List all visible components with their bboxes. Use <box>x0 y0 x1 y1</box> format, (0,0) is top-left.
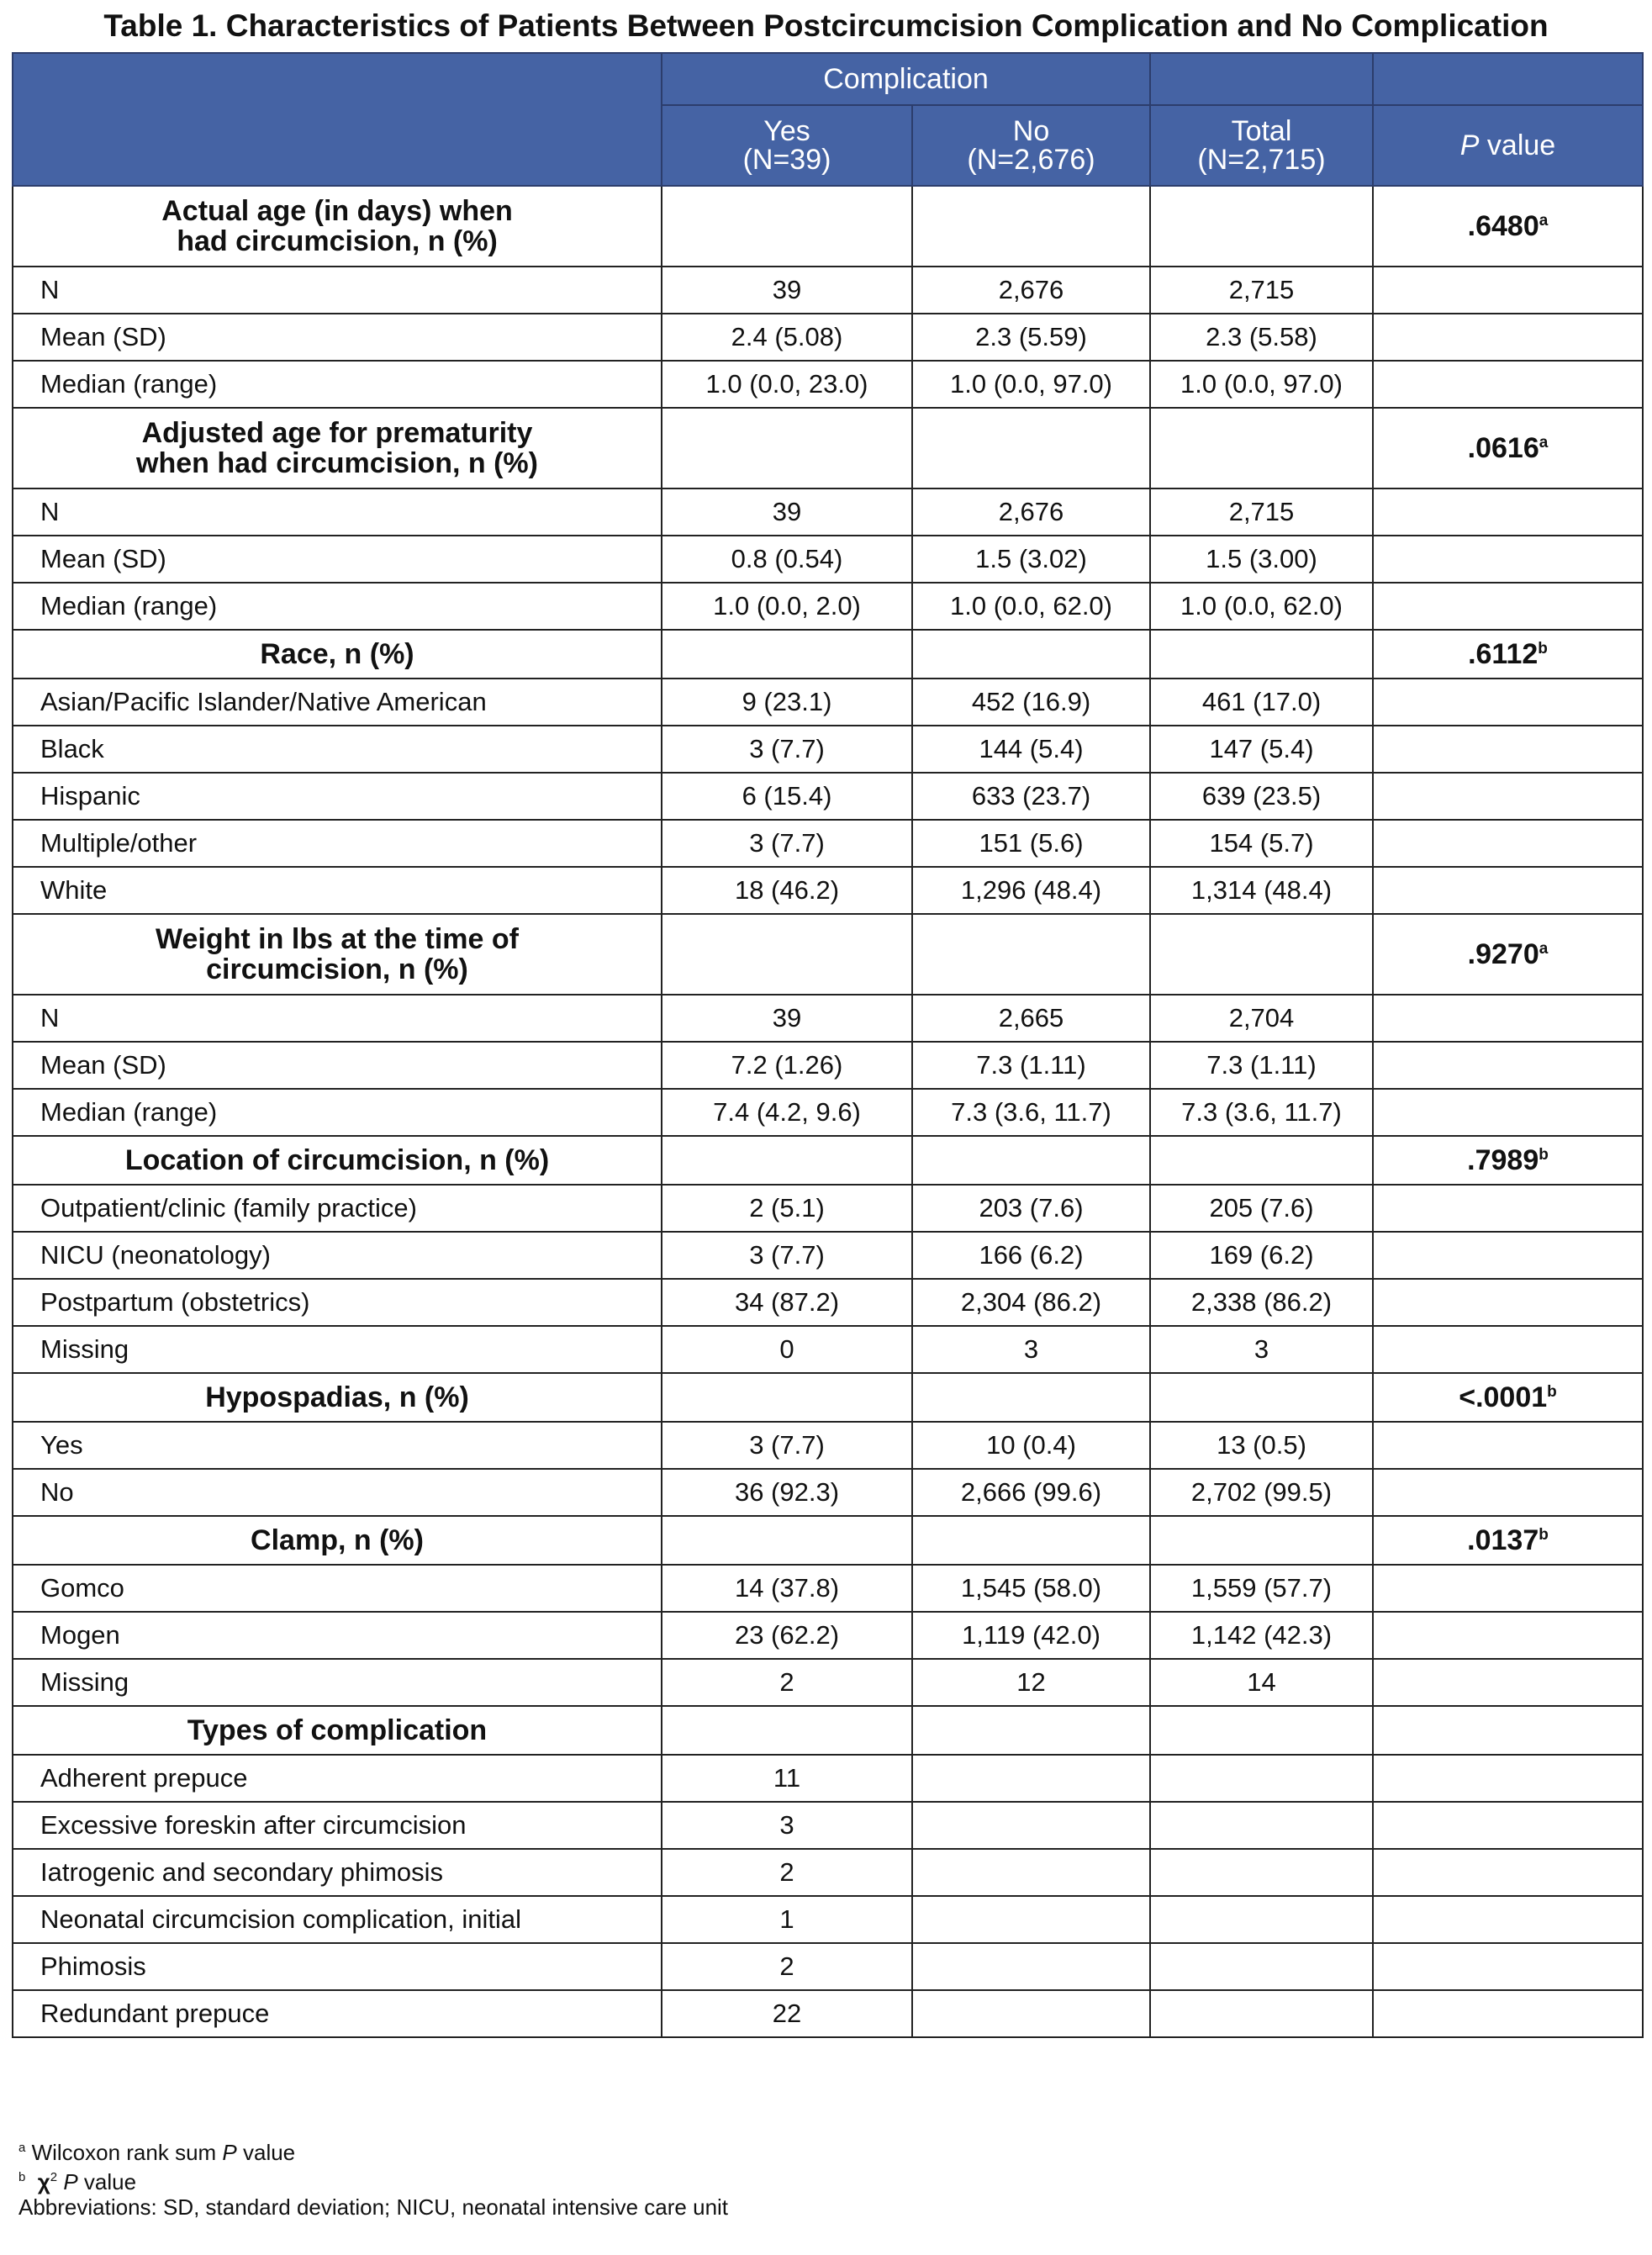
header-total-n: (N=2,715) <box>1197 144 1326 176</box>
cell-p-empty <box>1373 1849 1643 1896</box>
table-row <box>13 773 1643 820</box>
p-value-footnote-marker: b <box>1538 639 1548 657</box>
cell-total: 7.3 (1.11) <box>1150 1042 1373 1089</box>
group-label-line1: Actual age (in days) when <box>161 195 513 227</box>
p-value-footnote-marker: a <box>1539 939 1549 958</box>
cell-yes: 11 <box>662 1755 912 1802</box>
cell-total <box>1150 1802 1373 1849</box>
table-row <box>13 679 1643 726</box>
cell-no: 1,296 (48.4) <box>912 867 1150 914</box>
cell-p-empty <box>1373 1659 1643 1706</box>
cell-p-empty <box>1373 867 1643 914</box>
cell-yes: 39 <box>662 995 912 1042</box>
cell-yes: 34 (87.2) <box>662 1279 912 1326</box>
cell-no: 2,666 (99.6) <box>912 1469 1150 1516</box>
row-label: Gomco <box>13 1565 662 1612</box>
cell-no: 7.3 (1.11) <box>912 1042 1150 1089</box>
cell-total: 7.3 (3.6, 11.7) <box>1150 1089 1373 1136</box>
cell-total: 461 (17.0) <box>1150 679 1373 726</box>
row-label: Excessive foreskin after circumcision <box>13 1802 662 1849</box>
row-label: Phimosis <box>13 1943 662 1990</box>
cell-no: 1.5 (3.02) <box>912 536 1150 583</box>
cell-total: 1,142 (42.3) <box>1150 1612 1373 1659</box>
header-p-letter: P <box>1459 129 1480 161</box>
group-label-line1: Weight in lbs at the time of <box>156 923 519 955</box>
cell-total <box>1150 1849 1373 1896</box>
row-label: Yes <box>13 1422 662 1469</box>
cell-yes: 3 (7.7) <box>662 1422 912 1469</box>
cell-no: 1,545 (58.0) <box>912 1565 1150 1612</box>
cell-no <box>912 1943 1150 1990</box>
cell-yes: 3 <box>662 1802 912 1849</box>
header-blank-cell <box>13 53 662 186</box>
footnote-a <box>18 2136 728 2165</box>
cell-yes: 2 <box>662 1659 912 1706</box>
p-value: .0137 <box>1467 1524 1539 1556</box>
row-label: Adherent prepuce <box>13 1755 662 1802</box>
cell-yes: 7.4 (4.2, 9.6) <box>662 1089 912 1136</box>
table-row <box>13 1042 1643 1089</box>
group-label-cell <box>13 408 662 488</box>
cell-no <box>912 1849 1150 1896</box>
row-label: Mean (SD) <box>13 314 662 361</box>
group-label-line2: had circumcision, n (%) <box>177 225 498 257</box>
cell-total: 1.0 (0.0, 97.0) <box>1150 361 1373 408</box>
p-value-cell <box>1373 914 1643 995</box>
table-header <box>13 53 1643 186</box>
group-label-line1: Race, n (%) <box>260 638 414 670</box>
table-row <box>13 1943 1643 1990</box>
group-label-line2: when had circumcision, n (%) <box>136 447 538 479</box>
cell-no: 7.3 (3.6, 11.7) <box>912 1089 1150 1136</box>
empty-cell <box>662 408 912 488</box>
empty-cell <box>912 186 1150 267</box>
header-p-rest: value <box>1479 129 1556 161</box>
group-label-line1: Adjusted age for prematurity <box>141 417 533 449</box>
empty-cell <box>912 1373 1150 1422</box>
group-label-line2: circumcision, n (%) <box>206 953 468 985</box>
empty-cell <box>1150 914 1373 995</box>
group-label-cell <box>13 1136 662 1185</box>
cell-no: 1.0 (0.0, 97.0) <box>912 361 1150 408</box>
table-row <box>13 1326 1643 1373</box>
table-row <box>13 361 1643 408</box>
header-blank-total <box>1150 53 1373 105</box>
table-row <box>13 1802 1643 1849</box>
p-value-footnote-marker: b <box>1539 1525 1549 1544</box>
table-row <box>13 1279 1643 1326</box>
cell-no: 12 <box>912 1659 1150 1706</box>
empty-cell <box>662 914 912 995</box>
cell-total: 2,715 <box>1150 267 1373 314</box>
row-label: Postpartum (obstetrics) <box>13 1279 662 1326</box>
empty-cell <box>912 1516 1150 1565</box>
table-row <box>13 1565 1643 1612</box>
cell-total: 2,715 <box>1150 488 1373 536</box>
cell-no <box>912 1802 1150 1849</box>
characteristics-table <box>12 52 1644 2038</box>
cell-total <box>1150 1990 1373 2037</box>
table-row <box>13 995 1643 1042</box>
header-total-label: Total <box>1231 115 1292 147</box>
p-value: .9270 <box>1467 937 1539 970</box>
cell-no: 1,119 (42.0) <box>912 1612 1150 1659</box>
cell-yes: 0 <box>662 1326 912 1373</box>
group-label-cell <box>13 1706 662 1755</box>
table-row <box>13 1612 1643 1659</box>
cell-no: 144 (5.4) <box>912 726 1150 773</box>
row-label: Neonatal circumcision complication, initial <box>13 1896 662 1943</box>
cell-total <box>1150 1943 1373 1990</box>
row-label: Missing <box>13 1659 662 1706</box>
cell-yes: 9 (23.1) <box>662 679 912 726</box>
empty-cell <box>1150 630 1373 679</box>
row-label: White <box>13 867 662 914</box>
cell-no: 151 (5.6) <box>912 820 1150 867</box>
header-yes-label: Yes <box>763 115 810 147</box>
cell-yes: 39 <box>662 267 912 314</box>
group-label-line1: Hypospadias, n (%) <box>205 1381 469 1413</box>
cell-total: 3 <box>1150 1326 1373 1373</box>
header-yes-n: (N=39) <box>742 144 831 176</box>
cell-no <box>912 1990 1150 2037</box>
p-value-footnote-marker: a <box>1539 433 1549 452</box>
cell-p-empty <box>1373 1089 1643 1136</box>
cell-yes: 39 <box>662 488 912 536</box>
empty-cell <box>1150 186 1373 267</box>
empty-cell <box>662 186 912 267</box>
row-label: Outpatient/clinic (family practice) <box>13 1185 662 1232</box>
empty-cell <box>912 914 1150 995</box>
cell-p-empty <box>1373 1943 1643 1990</box>
footnote-a-p: P <box>222 2140 237 2165</box>
cell-total: 205 (7.6) <box>1150 1185 1373 1232</box>
cell-yes: 1.0 (0.0, 23.0) <box>662 361 912 408</box>
group-header-row <box>13 408 1643 488</box>
empty-cell <box>912 1136 1150 1185</box>
table-row <box>13 1185 1643 1232</box>
group-header-row <box>13 1373 1643 1422</box>
empty-cell <box>662 1136 912 1185</box>
footnote-b-p: P <box>63 2169 78 2194</box>
header-yes <box>662 105 912 186</box>
cell-no: 203 (7.6) <box>912 1185 1150 1232</box>
p-value-footnote-marker: b <box>1539 1145 1549 1164</box>
cell-yes: 3 (7.7) <box>662 820 912 867</box>
empty-cell <box>912 1706 1150 1755</box>
cell-p-empty <box>1373 1422 1643 1469</box>
table-row <box>13 867 1643 914</box>
table-row <box>13 267 1643 314</box>
table-row <box>13 1089 1643 1136</box>
cell-yes: 6 (15.4) <box>662 773 912 820</box>
footnote-b-squared: 2 <box>50 2170 58 2184</box>
p-value-footnote-marker: a <box>1539 211 1549 230</box>
empty-cell <box>912 408 1150 488</box>
cell-total: 1.5 (3.00) <box>1150 536 1373 583</box>
p-value: .0616 <box>1467 431 1539 464</box>
p-value-footnote-marker: b <box>1547 1382 1557 1401</box>
p-value: .6480 <box>1467 209 1539 242</box>
row-label: Mogen <box>13 1612 662 1659</box>
cell-p-empty <box>1373 1185 1643 1232</box>
group-label-line1: Types of complication <box>187 1714 488 1746</box>
footnote-a-marker: a <box>18 2141 26 2155</box>
table-row <box>13 1232 1643 1279</box>
cell-total: 2,338 (86.2) <box>1150 1279 1373 1326</box>
table-row <box>13 1469 1643 1516</box>
empty-cell <box>1150 1373 1373 1422</box>
cell-total: 2,702 (99.5) <box>1150 1469 1373 1516</box>
row-label: Hispanic <box>13 773 662 820</box>
cell-no <box>912 1755 1150 1802</box>
header-total <box>1150 105 1373 186</box>
cell-total: 1,559 (57.7) <box>1150 1565 1373 1612</box>
cell-yes: 22 <box>662 1990 912 2037</box>
header-blank-p <box>1373 53 1643 105</box>
group-label-line1: Clamp, n (%) <box>251 1524 424 1556</box>
table-row <box>13 1896 1643 1943</box>
table-row <box>13 583 1643 630</box>
cell-yes: 14 (37.8) <box>662 1565 912 1612</box>
row-label: Black <box>13 726 662 773</box>
cell-total: 13 (0.5) <box>1150 1422 1373 1469</box>
row-label: Mean (SD) <box>13 536 662 583</box>
footnote-a-end: value <box>236 2140 296 2165</box>
row-label: N <box>13 267 662 314</box>
empty-cell <box>662 630 912 679</box>
p-value: .7989 <box>1467 1143 1539 1176</box>
cell-p-empty <box>1373 726 1643 773</box>
cell-yes: 2.4 (5.08) <box>662 314 912 361</box>
table-row <box>13 1990 1643 2037</box>
cell-yes: 2 (5.1) <box>662 1185 912 1232</box>
empty-cell <box>662 1516 912 1565</box>
row-label: Median (range) <box>13 361 662 408</box>
group-header-row <box>13 1516 1643 1565</box>
table-row <box>13 1659 1643 1706</box>
p-value-cell <box>1373 186 1643 267</box>
footnote-b <box>18 2165 728 2194</box>
cell-total: 154 (5.7) <box>1150 820 1373 867</box>
empty-cell <box>1150 1136 1373 1185</box>
cell-total: 2,704 <box>1150 995 1373 1042</box>
cell-yes: 0.8 (0.54) <box>662 536 912 583</box>
empty-cell <box>1150 1706 1373 1755</box>
group-label-cell <box>13 1516 662 1565</box>
row-label: N <box>13 488 662 536</box>
group-header-row <box>13 1706 1643 1755</box>
cell-p-empty <box>1373 773 1643 820</box>
table-body <box>13 186 1643 2037</box>
group-label-cell <box>13 1373 662 1422</box>
cell-no: 2,676 <box>912 488 1150 536</box>
p-value-cell <box>1373 630 1643 679</box>
cell-no: 2,665 <box>912 995 1150 1042</box>
cell-p-empty <box>1373 488 1643 536</box>
cell-p-empty <box>1373 536 1643 583</box>
cell-no: 1.0 (0.0, 62.0) <box>912 583 1150 630</box>
table-row <box>13 1849 1643 1896</box>
cell-p-empty <box>1373 1612 1643 1659</box>
group-header-row <box>13 630 1643 679</box>
footnotes <box>18 2136 728 2220</box>
header-no-n: (N=2,676) <box>967 144 1095 176</box>
cell-yes: 2 <box>662 1943 912 1990</box>
table-row <box>13 1755 1643 1802</box>
row-label: Missing <box>13 1326 662 1373</box>
cell-p-empty <box>1373 1990 1643 2037</box>
cell-p-empty <box>1373 314 1643 361</box>
group-header-row <box>13 186 1643 267</box>
row-label: No <box>13 1469 662 1516</box>
empty-cell <box>662 1373 912 1422</box>
row-label: Median (range) <box>13 583 662 630</box>
group-label-cell <box>13 914 662 995</box>
footnote-abbreviations: Abbreviations: SD, standard deviation; NICU, neonatal intensive care unit <box>18 2194 729 2220</box>
footnote-a-text: Wilcoxon rank sum <box>25 2140 223 2165</box>
cell-yes: 23 (62.2) <box>662 1612 912 1659</box>
cell-p-empty <box>1373 583 1643 630</box>
header-no-label: No <box>1012 115 1050 147</box>
p-value: <.0001 <box>1459 1381 1548 1413</box>
cell-p-empty <box>1373 1755 1643 1802</box>
cell-p-empty <box>1373 1279 1643 1326</box>
cell-no: 2.3 (5.59) <box>912 314 1150 361</box>
cell-no: 10 (0.4) <box>912 1422 1150 1469</box>
cell-no: 633 (23.7) <box>912 773 1150 820</box>
table-row <box>13 536 1643 583</box>
cell-p-empty <box>1373 1326 1643 1373</box>
group-header-row <box>13 1136 1643 1185</box>
group-header-row <box>13 914 1643 995</box>
table-row <box>13 488 1643 536</box>
cell-yes: 18 (46.2) <box>662 867 912 914</box>
cell-p-empty <box>1373 361 1643 408</box>
cell-yes: 7.2 (1.26) <box>662 1042 912 1089</box>
cell-p-empty <box>1373 1802 1643 1849</box>
row-label: Multiple/other <box>13 820 662 867</box>
table-row <box>13 820 1643 867</box>
cell-p-empty <box>1373 679 1643 726</box>
group-label-cell <box>13 186 662 267</box>
cell-p-empty <box>1373 1469 1643 1516</box>
cell-no: 2,676 <box>912 267 1150 314</box>
footnote-b-chi: χ <box>37 2169 50 2194</box>
p-value: .6112 <box>1468 637 1539 670</box>
row-label: Mean (SD) <box>13 1042 662 1089</box>
header-no <box>912 105 1150 186</box>
footnote-b-marker: b <box>18 2170 26 2184</box>
cell-yes: 2 <box>662 1849 912 1896</box>
cell-p-empty <box>1373 267 1643 314</box>
cell-total: 147 (5.4) <box>1150 726 1373 773</box>
row-label: Asian/Pacific Islander/Native American <box>13 679 662 726</box>
empty-cell <box>662 1706 912 1755</box>
cell-total: 1.0 (0.0, 62.0) <box>1150 583 1373 630</box>
cell-p-empty <box>1373 995 1643 1042</box>
empty-cell <box>912 630 1150 679</box>
cell-yes: 3 (7.7) <box>662 1232 912 1279</box>
cell-no: 2,304 (86.2) <box>912 1279 1150 1326</box>
cell-no: 3 <box>912 1326 1150 1373</box>
group-label-line1: Location of circumcision, n (%) <box>124 1144 550 1176</box>
cell-yes: 3 (7.7) <box>662 726 912 773</box>
row-label: Iatrogenic and secondary phimosis <box>13 1849 662 1896</box>
cell-total <box>1150 1755 1373 1802</box>
row-label: Median (range) <box>13 1089 662 1136</box>
table-row <box>13 314 1643 361</box>
cell-yes: 1.0 (0.0, 2.0) <box>662 583 912 630</box>
p-value-cell <box>1373 1706 1643 1755</box>
header-p-value <box>1373 105 1643 186</box>
p-value-cell <box>1373 1516 1643 1565</box>
footnote-b-end: value <box>77 2169 137 2194</box>
row-label: Redundant prepuce <box>13 1990 662 2037</box>
cell-yes: 36 (92.3) <box>662 1469 912 1516</box>
cell-p-empty <box>1373 1565 1643 1612</box>
cell-total: 1,314 (48.4) <box>1150 867 1373 914</box>
header-row-group <box>13 53 1643 105</box>
cell-no: 166 (6.2) <box>912 1232 1150 1279</box>
cell-total <box>1150 1896 1373 1943</box>
cell-yes: 1 <box>662 1896 912 1943</box>
cell-total: 14 <box>1150 1659 1373 1706</box>
p-value-cell <box>1373 408 1643 488</box>
cell-no <box>912 1896 1150 1943</box>
group-label-cell <box>13 630 662 679</box>
table-row <box>13 726 1643 773</box>
empty-cell <box>1150 408 1373 488</box>
cell-total: 639 (23.5) <box>1150 773 1373 820</box>
row-label: N <box>13 995 662 1042</box>
table-row <box>13 1422 1643 1469</box>
cell-no: 452 (16.9) <box>912 679 1150 726</box>
cell-p-empty <box>1373 1232 1643 1279</box>
empty-cell <box>1150 1516 1373 1565</box>
cell-p-empty <box>1373 1896 1643 1943</box>
cell-p-empty <box>1373 1042 1643 1089</box>
table-title: Table 1. Characteristics of Patients Between Postcircumcision Complication and No Complication <box>103 8 1549 43</box>
p-value-cell <box>1373 1373 1643 1422</box>
p-value-cell <box>1373 1136 1643 1185</box>
header-complication: Complication <box>662 53 1150 105</box>
cell-p-empty <box>1373 820 1643 867</box>
row-label: NICU (neonatology) <box>13 1232 662 1279</box>
cell-total: 169 (6.2) <box>1150 1232 1373 1279</box>
cell-total: 2.3 (5.58) <box>1150 314 1373 361</box>
